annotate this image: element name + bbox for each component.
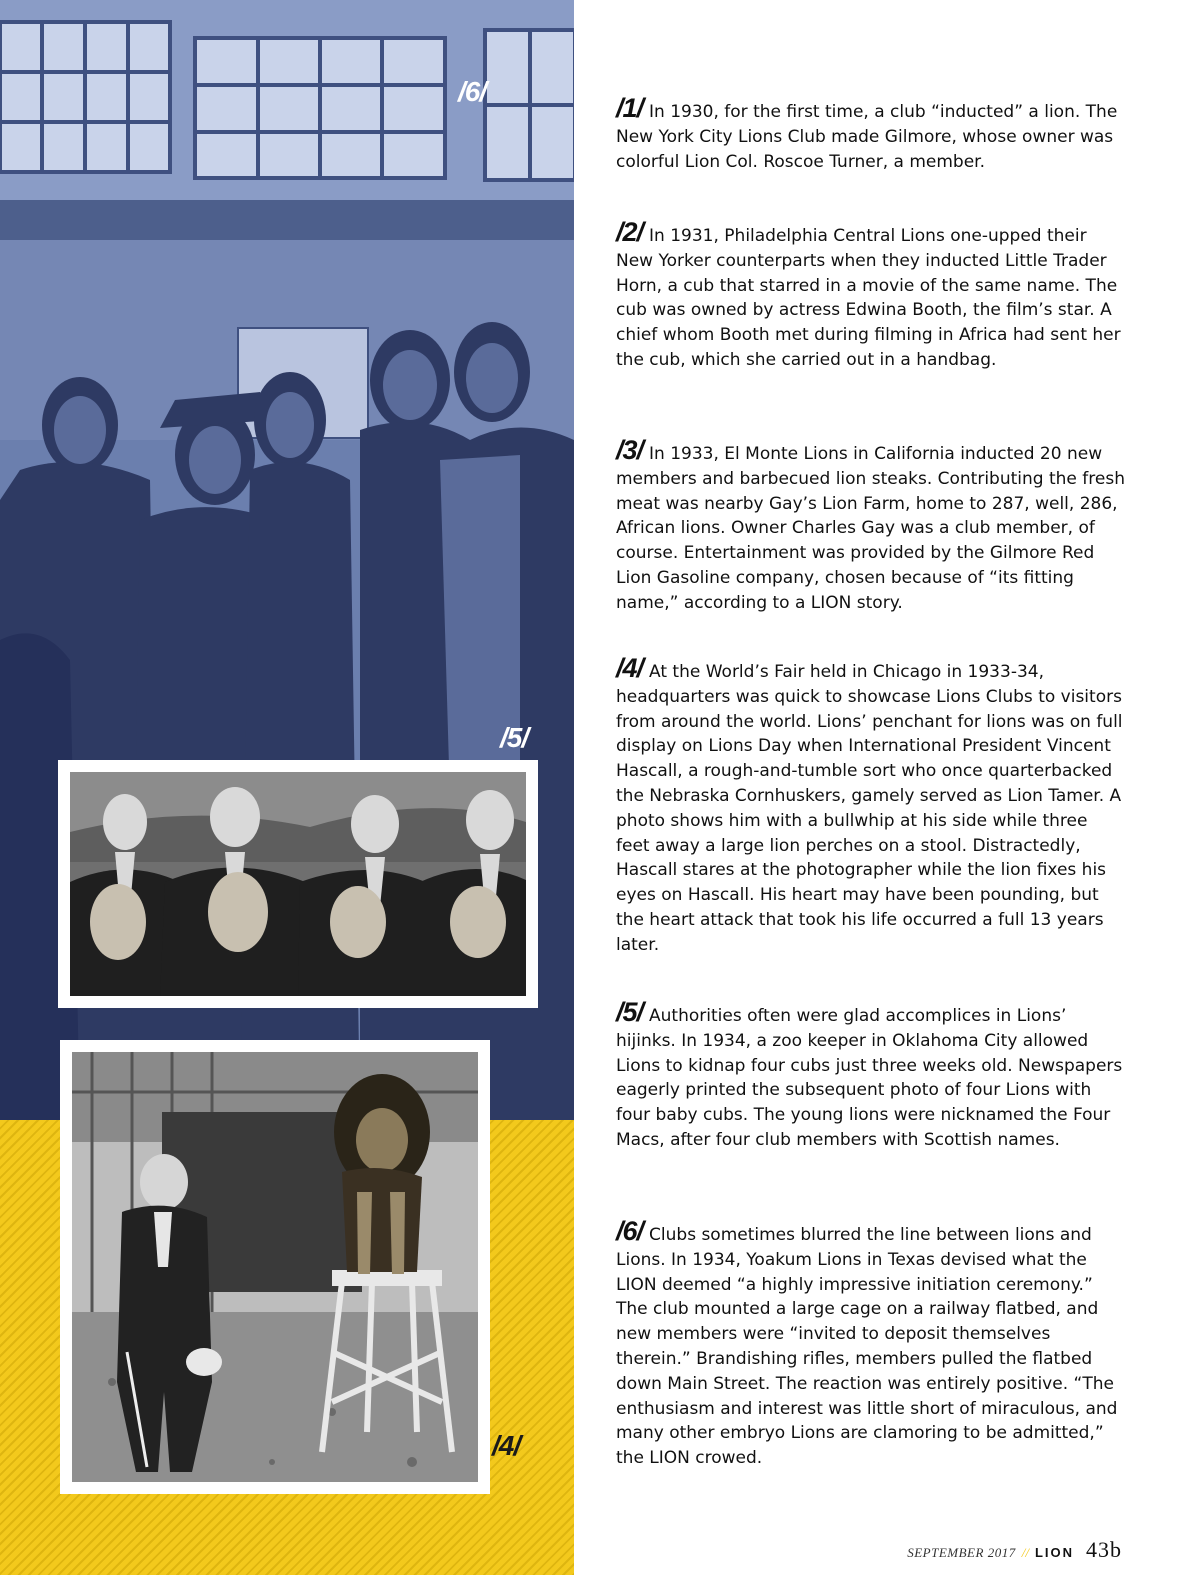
entry-3 <box>616 435 1126 616</box>
entry-number: /4/ <box>616 653 644 683</box>
photo-lion-tamer <box>72 1052 478 1482</box>
footer-separator: // <box>1021 1545 1029 1560</box>
entry-1 <box>616 93 1126 174</box>
footer-date: SEPTEMBER 2017 <box>907 1545 1016 1560</box>
entry-text: Clubs sometimes blurred the line between lions and Lions. In 1934, Yoakum Lions in Texas devised what the LION deemed “a highly impressive initiation ceremony.” The club mounted a large cage on a railway flatbed, and new members were “invited to deposit themselves therein.” Brandishing rifles, members pulled the flatbed down Main Street. The reaction was entirely positive. “The enthusiasm and interest was little short of miraculous, and many other embryo Lions are clamoring to be admitted,” the LION crowed. <box>616 1225 1118 1469</box>
photo-four-macs-frame <box>58 760 538 1008</box>
entry-number: /3/ <box>616 435 644 465</box>
entry-number: /2/ <box>616 217 644 247</box>
entry-text: In 1931, Philadelphia Central Lions one-upped their New Yorker counterparts when they inducted Little Trader Horn, a cub that starred in a movie of the same name. The cub was owned by actress Edwina Booth, the film’s star. A chief whom Booth met during filming in Africa had sent her the cub, which she carried out in a handbag. <box>616 226 1121 370</box>
page-number: 43b <box>1086 1537 1122 1562</box>
page-footer <box>907 1537 1122 1563</box>
photo-label-6: /6/ <box>458 76 487 107</box>
entry-number: /6/ <box>616 1216 644 1246</box>
photo-lion-tamer-frame <box>60 1040 490 1494</box>
entry-number: /5/ <box>616 997 644 1027</box>
entry-number: /1/ <box>616 93 644 123</box>
entry-2 <box>616 217 1126 373</box>
photo-label-4: /4/ <box>492 1430 521 1461</box>
photo-four-macs <box>70 772 526 996</box>
entry-text: At the World’s Fair held in Chicago in 1933-34, headquarters was quick to showcase Lions Clubs to visitors from around the world. Lions’ penchant for lions was on full display on Lions Day when International President Vincent Hascall, a rough-and-tumble sort who once quarterbacked the Nebraska Cornhuskers, gamely served as Lion Tamer. A photo shows him with a bullwhip at his side while three feet away a large lion perches on a stool. Distractedly, Hascall stares at the photographer while the lion fixes his eyes on Hascall. His heart may have been pounding, but the heart attack that took his life occurred a full 13 years later. <box>616 662 1123 955</box>
entry-text: In 1933, El Monte Lions in California inducted 20 new members and barbecued lion steaks. Contributing the fresh meat was nearby Gay’s Lion Farm, home to 287, well, 286, African lions. Owner Charles Gay was a club member, of course. Entertainment was provided by the Gilmore Red Lion Gasoline company, chosen because of “its fitting name,” according to a LION story. <box>616 444 1125 613</box>
entry-text: In 1930, for the first time, a club “inducted” a lion. The New York City Lions Club made Gilmore, whose owner was colorful Lion Col. Roscoe Turner, a member. <box>616 102 1118 172</box>
photo-label-5: /5/ <box>500 722 529 753</box>
left-photo-panel <box>0 0 574 1575</box>
entry-4 <box>616 653 1126 958</box>
entry-5 <box>616 997 1126 1153</box>
entry-6 <box>616 1216 1126 1471</box>
footer-brand: LION <box>1034 1545 1074 1560</box>
entry-text: Authorities often were glad accomplices in Lions’ hijinks. In 1934, a zoo keeper in Oklahoma City allowed Lions to kidnap four cubs just three weeks old. Newspapers eagerly printed the subsequent photo of four Lions with four baby cubs. The young lions were nicknamed the Four Macs, after four club members with Scottish names. <box>616 1006 1123 1150</box>
